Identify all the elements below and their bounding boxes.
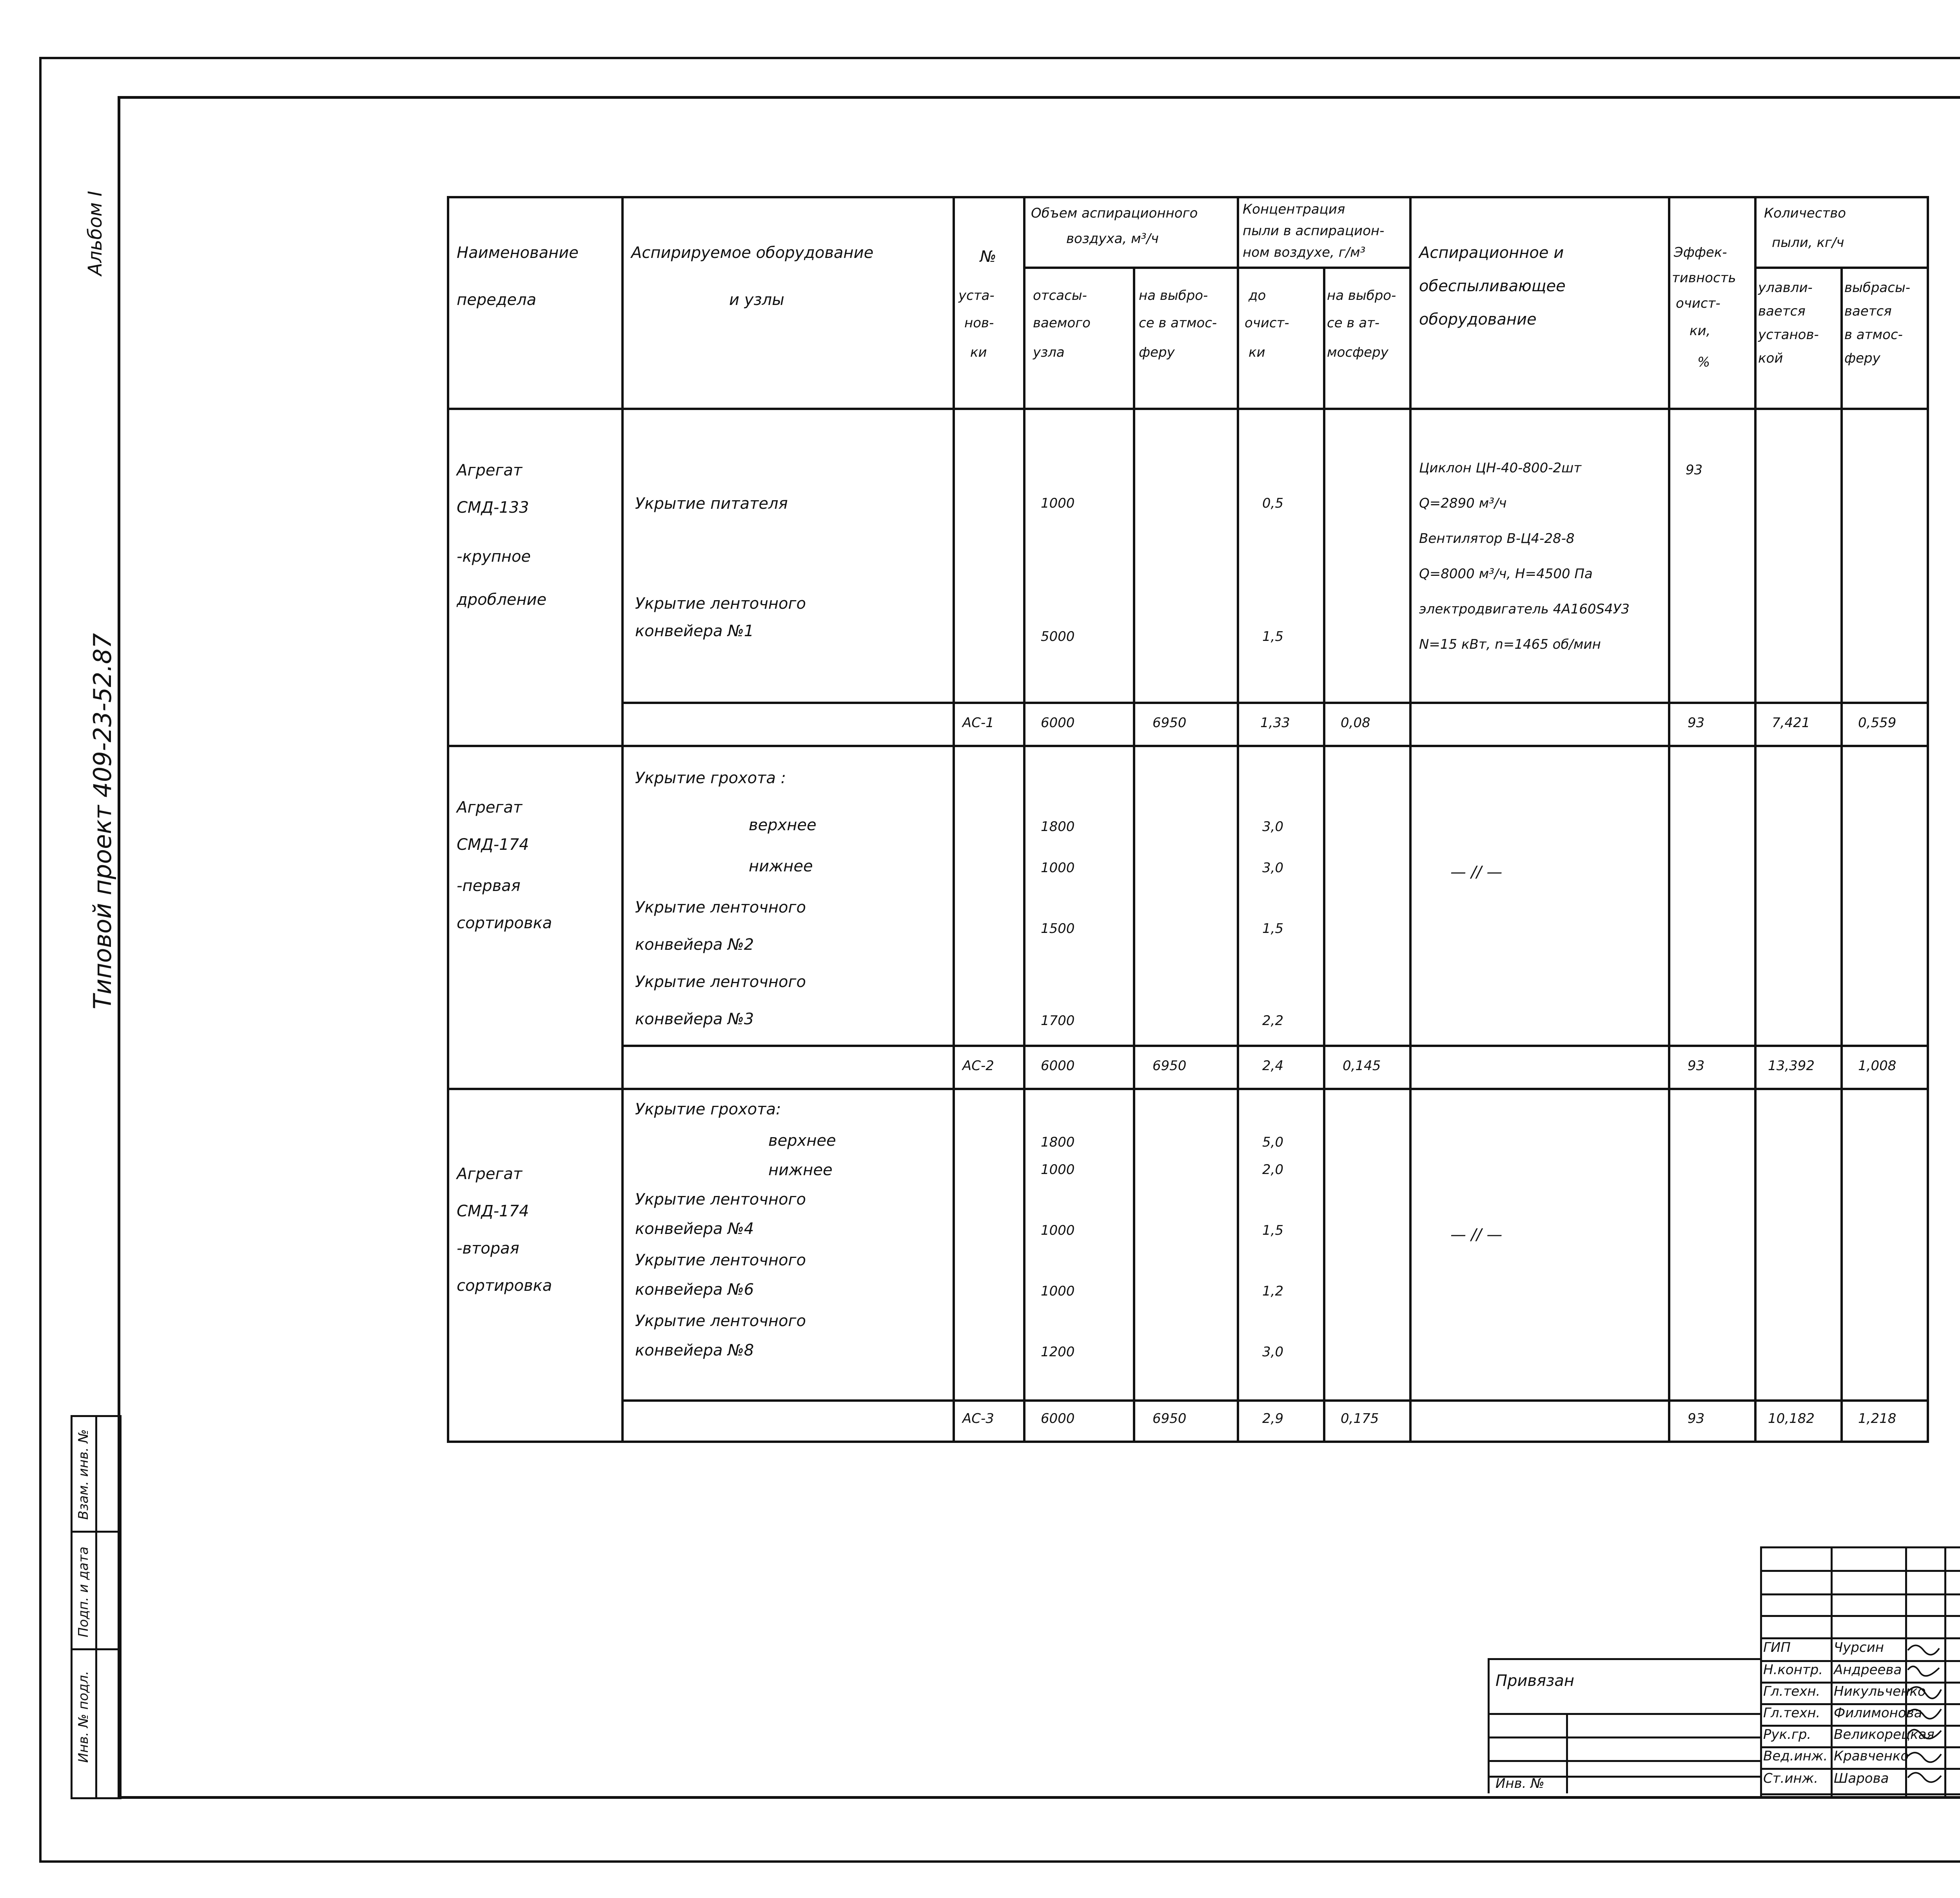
g3-eq-7: конвейера №6 [635,1281,754,1299]
role-4: Рук.гр. [1763,1727,1811,1742]
album-label: Альбом I [84,191,106,276]
hdr-emit-4: феру [1844,350,1880,366]
hdr-conc-out-3: мосферу [1327,345,1388,360]
g2-name-3: -первая [457,877,521,895]
name-6: Шарова [1834,1771,1889,1786]
g3-name-4: сортировка [457,1277,552,1295]
hdr-eq-1: Аспирируемое оборудование [631,244,874,262]
g2-total-before: 2,4 [1262,1058,1284,1074]
g3-air-2: 1800 [1041,1134,1075,1150]
g3-name-3: -вторая [457,1239,519,1257]
g2-conc-3: 3,0 [1262,860,1284,876]
g3-conc-7: 1,2 [1262,1283,1284,1299]
g2-asp-mark: — // — [1450,863,1503,881]
name-3: Филимонова [1834,1705,1922,1721]
signatures [1906,1639,1945,1795]
hdr-air-2: воздуха, м³/ч [1066,231,1159,247]
g3-eq-9: конвейера №8 [635,1341,754,1359]
g2-total-air-out: 6950 [1152,1058,1187,1074]
hdr-eff-2: тивность [1672,270,1736,286]
g3-name-2: СМД-174 [457,1202,529,1220]
hdr-conc-3: ном воздухе, г/м³ [1243,245,1366,260]
g3-total-before: 2,9 [1262,1411,1284,1426]
hdr-emit-2: вается [1844,303,1892,319]
g3-conc-3: 2,0 [1262,1162,1284,1178]
g3-conc-2: 5,0 [1262,1134,1284,1150]
g1-air-1: 1000 [1041,495,1075,511]
g2-conc-5: 1,5 [1262,921,1284,936]
g1-total-before: 1,33 [1260,715,1290,731]
g2-total-out: 0,145 [1343,1058,1381,1074]
g1-total-eff: 93 [1688,715,1705,731]
stamp-label-inv: Инв. № подл. [76,1671,91,1763]
role-1: Н.контр. [1763,1662,1823,1678]
g1-total-caught: 7,421 [1772,715,1810,731]
g1-total-air-out: 6950 [1152,715,1187,731]
g3-total-out: 0,175 [1341,1411,1379,1426]
g1-asp-2: Q=2890 м³/ч [1419,495,1507,511]
g3-eq-3: нижнее [768,1161,833,1179]
g2-eq-6: Укрытие ленточного [635,973,806,991]
g1-asp-6: N=15 кВт, n=1465 об/мин [1419,637,1601,652]
hdr-asp-3: оборудование [1419,310,1537,328]
g3-total-eff: 93 [1688,1411,1705,1426]
privyazan-block [1488,1658,1760,1793]
hdr-eff-4: ки, [1690,323,1711,339]
inv-no-label: Инв. № [1495,1776,1544,1791]
g2-eq-2: верхнее [749,816,817,834]
hdr-air-from-3: узла [1033,345,1065,360]
name-4: Великорецкая [1834,1727,1935,1742]
g1-total-emitted: 0,559 [1858,715,1896,731]
g3-air-5: 1000 [1041,1223,1075,1238]
g1-eff-top: 93 [1686,462,1703,478]
g3-eq-1: Укрытие грохота: [635,1100,781,1118]
hdr-air-out-2: се в атмос- [1139,315,1217,331]
g1-air-3: 5000 [1041,629,1075,644]
g3-conc-9: 3,0 [1262,1344,1284,1360]
hdr-eq-2: и узлы [729,291,784,309]
g2-total-unit: АС-2 [962,1058,994,1074]
g1-eq-1: Укрытие питателя [635,495,788,513]
hdr-name-2: передела [457,291,537,309]
hdr-unit-2: уста- [958,288,995,303]
g1-asp-5: электродвигатель 4А160S4У3 [1419,601,1630,617]
g2-eq-5: конвейера №2 [635,936,754,954]
hdr-unit-3: нов- [964,315,994,331]
g3-total-emitted: 1,218 [1858,1411,1896,1426]
g2-air-2: 1800 [1041,819,1075,835]
g2-total-air-from: 6000 [1041,1058,1075,1074]
left-stamp-strip [71,1415,122,1799]
hdr-caught-2: вается [1758,303,1806,319]
g2-name-4: сортировка [457,914,552,932]
g1-total-out: 0,08 [1341,715,1370,731]
g3-conc-5: 1,5 [1262,1223,1284,1238]
stamp-label-sign: Подп. и дата [76,1546,91,1637]
hdr-conc-1: Концентрация [1243,201,1345,217]
g1-eq-2: Укрытие ленточного [635,595,806,613]
hdr-conc-before-2: очист- [1245,315,1289,331]
g3-air-3: 1000 [1041,1162,1075,1178]
g1-name-3: -крупное [457,548,531,566]
hdr-unit-4: ки [970,345,987,360]
name-1: Андреева [1834,1662,1902,1678]
hdr-caught-1: улавли- [1758,280,1813,296]
g2-name-1: Агрегат [457,798,523,817]
g2-eq-3: нижнее [749,857,813,875]
g2-total-emitted: 1,008 [1858,1058,1896,1074]
hdr-qty-1: Количество [1764,205,1846,221]
g3-eq-2: верхнее [768,1132,836,1150]
g3-total-air-from: 6000 [1041,1411,1075,1426]
g3-eq-4: Укрытие ленточного [635,1190,806,1208]
g3-total-caught: 10,182 [1768,1411,1815,1426]
g2-eq-7: конвейера №3 [635,1010,754,1028]
hdr-asp-1: Аспирационное и [1419,244,1564,262]
g2-conc-2: 3,0 [1262,819,1284,835]
g1-total-unit: АС-1 [962,715,994,731]
hdr-air-out-1: на выбро- [1139,288,1208,303]
hdr-eff-1: Эффек- [1674,245,1727,260]
hdr-emit-3: в атмос- [1844,327,1903,343]
g1-name-4: дробление [457,591,547,609]
hdr-conc-before-3: ки [1249,345,1265,360]
g2-total-eff: 93 [1688,1058,1705,1074]
hdr-qty-2: пыли, кг/ч [1772,235,1844,250]
g3-total-air-out: 6950 [1152,1411,1187,1426]
g2-air-3: 1000 [1041,860,1075,876]
hdr-air-out-3: феру [1139,345,1175,360]
g2-conc-7: 2,2 [1262,1013,1284,1029]
hdr-asp-2: обеспыливающее [1419,277,1566,295]
hdr-eff-3: очист- [1676,296,1720,311]
g2-air-5: 1500 [1041,921,1075,936]
role-2: Гл.техн. [1763,1684,1820,1699]
g2-name-2: СМД-174 [457,836,529,854]
hdr-caught-4: кой [1758,350,1783,366]
hdr-air-from-1: отсасы- [1033,288,1087,303]
role-3: Гл.техн. [1763,1705,1820,1721]
g1-total-air-from: 6000 [1041,715,1075,731]
g2-total-caught: 13,392 [1768,1058,1815,1074]
g1-name-2: СМД-133 [457,499,529,517]
role-6: Ст.инж. [1763,1771,1818,1786]
g1-asp-1: Циклон ЦН-40-800-2шт [1419,460,1582,476]
stamp-label-replace: Взам. инв. № [76,1429,91,1520]
name-2: Никульченко [1834,1684,1926,1699]
g3-air-9: 1200 [1041,1344,1075,1360]
hdr-unit-1: № [980,248,996,266]
g1-name-1: Агрегат [457,461,523,479]
g1-conc-1: 0,5 [1262,495,1284,511]
role-0: ГИП [1763,1640,1791,1655]
g3-air-7: 1000 [1041,1283,1075,1299]
hdr-conc-out-1: на выбро- [1327,288,1396,303]
g2-eq-1: Укрытие грохота : [635,769,786,787]
privyazan-label: Привязан [1495,1672,1575,1690]
g1-asp-4: Q=8000 м³/ч, H=4500 Па [1419,566,1593,582]
g3-total-unit: АС-3 [962,1411,994,1426]
hdr-conc-out-2: се в ат- [1327,315,1380,331]
g2-eq-4: Укрытие ленточного [635,898,806,916]
g3-eq-5: конвейера №4 [635,1220,754,1238]
name-5: Кравченко [1834,1748,1909,1764]
hdr-caught-3: установ- [1758,327,1819,343]
name-0: Чурсин [1834,1640,1884,1655]
g1-eq-3: конвейера №1 [635,622,754,640]
hdr-name-1: Наименование [457,244,579,262]
g3-name-1: Агрегат [457,1165,523,1183]
hdr-air-1: Объем аспирационного [1031,205,1198,221]
g3-eq-6: Укрытие ленточного [635,1251,806,1269]
g3-eq-8: Укрытие ленточного [635,1312,806,1330]
hdr-conc-2: пыли в аспирацион- [1243,223,1385,239]
hdr-conc-before-1: до [1249,288,1266,303]
hdr-eff-5: % [1697,354,1710,370]
title-block [1760,1546,1960,1797]
g3-asp-mark: — // — [1450,1226,1503,1244]
g1-asp-3: Вентилятор В-Ц4-28-8 [1419,531,1575,546]
role-5: Вед.инж. [1763,1748,1828,1764]
project-code-side: Типовой проект 409-23-52.87 [88,633,117,1009]
hdr-emit-1: выбрасы- [1844,280,1911,296]
hdr-air-from-2: ваемого [1033,315,1091,331]
g2-air-7: 1700 [1041,1013,1075,1029]
aspiration-table [447,196,1927,1441]
g1-conc-3: 1,5 [1262,629,1284,644]
